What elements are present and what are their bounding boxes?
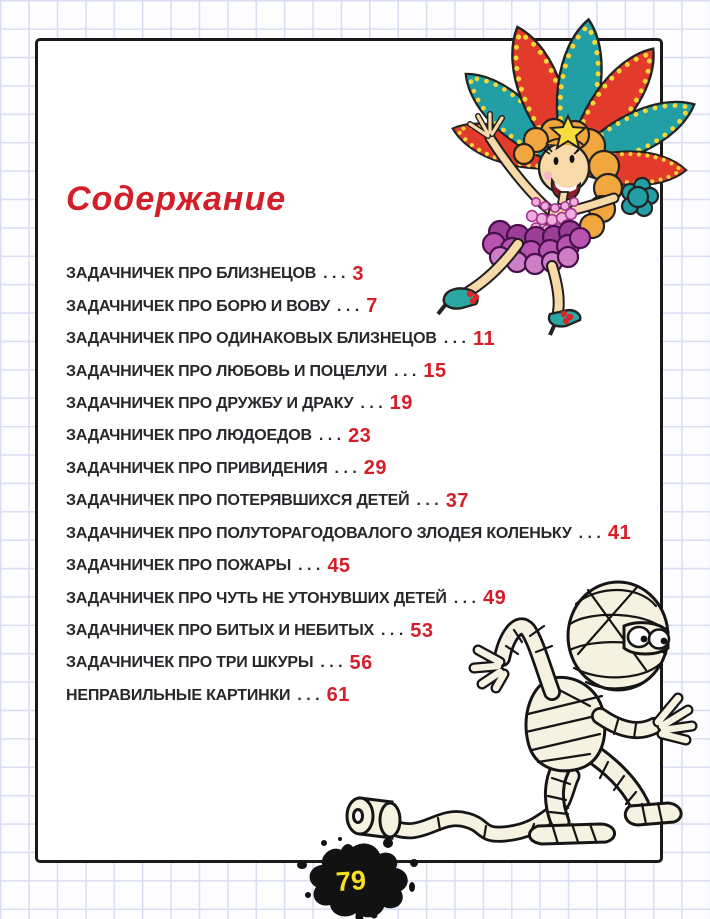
toc-entry-label: ЗАДАЧНИЧЕК ПРО БИТЫХ И НЕБИТЫХ xyxy=(66,622,375,640)
toc-entry-page: 7 xyxy=(366,295,378,318)
toc-entry-page: 3 xyxy=(352,262,365,285)
toc-entry-dots: . . . xyxy=(298,557,321,575)
toc-entry-page: 23 xyxy=(348,424,372,447)
toc-entry-dots: . . . xyxy=(360,394,383,412)
toc-entry-dots: . . . xyxy=(443,330,466,348)
toc-entry-page: 15 xyxy=(423,360,447,383)
mummy-head xyxy=(568,582,669,690)
mummy-left-arm xyxy=(474,626,552,692)
mummy-illustration xyxy=(338,574,710,862)
page-number: 79 xyxy=(334,865,368,898)
toc-entry-page: 19 xyxy=(389,392,413,415)
toc-entry-dots: . . . xyxy=(320,654,343,672)
toc-entry-label: ЗАДАЧНИЧЕК ПРО ЧУТЬ НЕ УТОНУВШИХ ДЕТЕЙ xyxy=(66,589,447,607)
toc-entry-label: НЕПРАВИЛЬНЫЕ КАРТИНКИ xyxy=(66,686,291,704)
toc-entry-page: 29 xyxy=(363,457,388,480)
toc-entry-label: ЗАДАЧНИЧЕК ПРО ДРУЖБУ И ДРАКУ xyxy=(66,394,354,412)
toc-entry-dots: . . . xyxy=(394,362,417,380)
toc-entry-label: ЗАДАЧНИЧЕК ПРО БЛИЗНЕЦОВ xyxy=(66,265,317,283)
toc-entry-dots: . . . xyxy=(337,297,360,315)
toc-entry-dots: . . . xyxy=(297,686,320,704)
toc-entry-page: 45 xyxy=(327,554,351,577)
toc-entry-page: 41 xyxy=(607,522,632,545)
toc-entry xyxy=(66,453,646,485)
mummy-torso xyxy=(526,677,605,770)
carnival-dancer-illustration xyxy=(418,4,710,336)
toc-entry-dots: . . . xyxy=(578,524,601,542)
toc-entry-dots: . . . xyxy=(453,589,476,607)
toc-entry-page: 37 xyxy=(445,489,469,512)
page-title: Содержание xyxy=(66,180,287,218)
ink-splat xyxy=(288,835,428,919)
toc-entry-page: 11 xyxy=(472,327,496,350)
toc-entry xyxy=(66,420,646,452)
toc-entry-label: ЗАДАЧНИЧЕК ПРО ТРИ ШКУРЫ xyxy=(66,654,314,672)
toc-entry-label: ЗАДАЧНИЧЕК ПРО ЛЮДОЕДОВ xyxy=(66,427,312,445)
toc-entry-label: ЗАДАЧНИЧЕК ПРО ЛЮБОВЬ И ПОЦЕЛУИ xyxy=(66,362,388,380)
toc-entry-label: ЗАДАЧНИЧЕК ПРО ПРИВИДЕНИЯ xyxy=(66,459,328,477)
toc-entry xyxy=(66,388,646,420)
mummy-right-arm xyxy=(600,698,692,740)
toc-entry-page: 56 xyxy=(349,651,373,674)
toc-entry-page: 49 xyxy=(482,587,507,610)
toc-entry-dots: . . . xyxy=(381,622,404,640)
toc-entry xyxy=(66,355,646,387)
toc-entry-label: ЗАДАЧНИЧЕК ПРО ПОЛУТОРАГОДОВАЛОГО ЗЛОДЕЯ КОЛЕНЬКУ xyxy=(66,524,572,542)
toc-entry-dots: . . . xyxy=(318,427,342,445)
toc-entry xyxy=(66,518,646,550)
toc-entry-label: ЗАДАЧНИЧЕК ПРО БОРЮ И ВОВУ xyxy=(66,297,330,315)
toc-entry-page: 53 xyxy=(410,619,434,642)
toc-entry xyxy=(66,485,646,517)
toc-entry-label: ЗАДАЧНИЧЕК ПРО ПОЖАРЫ xyxy=(66,557,292,575)
toc-entry-page: 61 xyxy=(326,684,350,707)
toc-entry-label: ЗАДАЧНИЧЕК ПРО ПОТЕРЯВШИХСЯ ДЕТЕЙ xyxy=(66,492,410,510)
toc-entry-dots: . . . xyxy=(323,265,346,283)
toc-entry-label: ЗАДАЧНИЧЕК ПРО ОДИНАКОВЫХ БЛИЗНЕЦОВ xyxy=(66,330,437,348)
toc-entry-dots: . . . xyxy=(334,459,357,477)
toc-entry-dots: . . . xyxy=(416,492,439,510)
